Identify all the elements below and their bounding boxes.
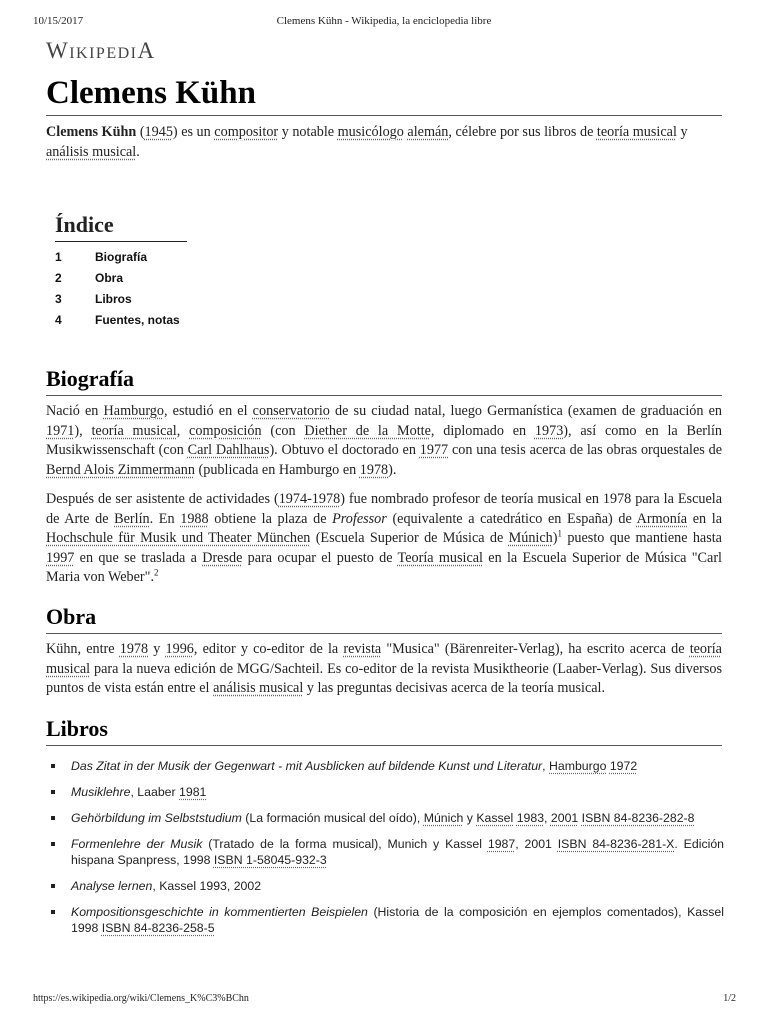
- link-hochschule-muenchen[interactable]: Hochschule für Musik und Theater München: [46, 530, 311, 546]
- text: ).: [388, 461, 397, 478]
- intro-paragraph: [46, 123, 722, 162]
- bullet-icon: [51, 884, 55, 888]
- text: (Escuela Superior de Música de: [310, 530, 509, 546]
- toc-label[interactable]: Obra: [95, 271, 124, 285]
- list-item: [46, 810, 724, 826]
- link-1983[interactable]: 1983: [516, 811, 545, 825]
- link-bernd-alois-zimmermann[interactable]: Bernd Alois Zimmermann: [46, 461, 195, 478]
- reference-2[interactable]: 2: [154, 567, 159, 578]
- heading-libros: Libros: [46, 716, 722, 746]
- link-isbn[interactable]: ISBN 84-8236-258-5: [101, 921, 215, 935]
- list-item: [46, 878, 724, 894]
- bullet-icon: [51, 790, 55, 794]
- text: ): [552, 530, 558, 546]
- bullet-icon: [51, 816, 55, 820]
- link-1974-1978[interactable]: 1974-1978: [278, 491, 341, 507]
- text: Después de ser asistente de actividades (: [46, 491, 279, 507]
- link-isbn[interactable]: ISBN 84-8236-281-X: [557, 837, 675, 851]
- text: Nació en: [46, 403, 104, 419]
- book-title: Formenlehre der Musik: [71, 837, 203, 851]
- link-dresde[interactable]: Dresde: [202, 549, 243, 566]
- text: y las preguntas decisivas acerca de la teoría musical.: [303, 680, 606, 696]
- list-item: [46, 784, 724, 800]
- link-hamburgo[interactable]: Hamburgo: [103, 403, 164, 419]
- bullet-icon: [51, 842, 55, 846]
- text: .: [136, 143, 140, 160]
- toc-label[interactable]: Libros: [95, 292, 132, 306]
- text: (Historia de la composición en ejemplos comentados), Kassel 1998: [71, 905, 724, 935]
- heading-biografia: Biografía: [46, 366, 722, 396]
- text: (: [136, 124, 145, 140]
- text: (equivalente a catedrático en España) de: [386, 510, 637, 527]
- text: , estudió en el: [163, 403, 253, 419]
- link-berlin[interactable]: Berlín: [114, 510, 150, 527]
- text: (Tratado de la forma musical), Munich y Kassel: [202, 837, 488, 851]
- text: , célebre por sus libros de: [448, 124, 597, 140]
- link-isbn[interactable]: ISBN 84-8236-282-8: [581, 811, 695, 825]
- text: , diplomado en: [430, 422, 535, 439]
- link-compositor[interactable]: compositor: [214, 124, 279, 140]
- link-1972[interactable]: 1972: [609, 759, 638, 773]
- link-analisis-musical[interactable]: análisis musical: [46, 143, 137, 160]
- link-2001[interactable]: 2001: [550, 811, 579, 825]
- text: puesto que mantiene hasta: [561, 530, 722, 546]
- text: "Musica" (Bärenreiter-Verlag), ha escrito acerca de: [381, 641, 690, 657]
- link-1971[interactable]: 1971: [46, 422, 75, 439]
- text: para ocupar el puesto de: [242, 549, 398, 566]
- biografia-paragraph-2: [46, 490, 722, 588]
- text: y: [148, 641, 166, 657]
- page-title: Clemens Kühn: [46, 75, 722, 116]
- text: ), así como en la Berlín Musikwissenschaft (con: [46, 422, 722, 458]
- link-teoria-musical[interactable]: teoría musical: [596, 124, 677, 140]
- link-1978[interactable]: 1978: [119, 641, 149, 657]
- text: . En: [149, 510, 181, 527]
- book-title: Das Zitat in der Musik der Gegenwart - mit Ausblicken auf bildende Kunst und Literatur: [71, 759, 543, 773]
- toc-item-fuentes[interactable]: [55, 313, 255, 334]
- toc-number: 4: [55, 313, 62, 327]
- text: y: [463, 811, 477, 825]
- professor-term: Professor: [332, 510, 387, 527]
- link-1987[interactable]: 1987: [487, 837, 516, 851]
- reference-1[interactable]: 1: [557, 528, 562, 539]
- link-1988[interactable]: 1988: [180, 510, 209, 527]
- toc-item-biografia[interactable]: [55, 250, 255, 271]
- text: (con: [261, 422, 305, 439]
- link-aleman[interactable]: alemán: [407, 124, 449, 140]
- toc-label[interactable]: Biografía: [95, 250, 148, 264]
- toc-item-obra[interactable]: [55, 271, 255, 292]
- link-munich[interactable]: Múnich: [508, 530, 553, 546]
- text: en la Escuela Superior de Música "Carl Maria von Weber".: [46, 549, 722, 585]
- text: para la nueva edición de MGG/Sachteil. Es co-editor de la revista Musiktheorie (Laaber-Verlag). Sus diversos puntos de vista están entre el: [46, 660, 722, 696]
- link-isbn[interactable]: ISBN 1-58045-932-3: [213, 853, 327, 867]
- wikipedia-logo[interactable]: [46, 38, 156, 64]
- text: , Kassel 1993, 2002: [152, 879, 262, 893]
- text: y: [676, 124, 688, 140]
- book-title: Musiklehre: [71, 785, 131, 799]
- text: de su ciudad natal, luego Germanística (examen de graduación en: [329, 403, 722, 419]
- logo-a: A: [137, 38, 156, 63]
- text: , 2001: [515, 837, 558, 851]
- book-title: Analyse lernen: [71, 879, 153, 893]
- text: ) fue nombrado profesor de teoría musical en 1978 para la Escuela de Arte de: [46, 491, 722, 527]
- toc-label[interactable]: Fuentes, notas: [95, 313, 180, 327]
- link-analisis-musical[interactable]: análisis musical: [213, 680, 304, 696]
- text: , Laaber: [130, 785, 180, 799]
- text: en la: [687, 510, 722, 527]
- print-url: https://es.wikipedia.org/wiki/Clemens_K%C3%BChn: [33, 993, 249, 1004]
- bullet-icon: [51, 764, 55, 768]
- table-of-contents: [55, 250, 255, 334]
- bullet-icon: [51, 910, 55, 914]
- logo-w: W: [46, 38, 70, 63]
- text: con una tesis acerca de las obras orquestales de: [448, 442, 722, 458]
- text: (La formación musical del oído),: [241, 811, 424, 825]
- link-1945[interactable]: 1945: [144, 124, 173, 140]
- toc-number: 2: [55, 271, 62, 285]
- list-item: [46, 836, 724, 868]
- link-musicologo[interactable]: musicólogo: [337, 124, 404, 140]
- biografia-paragraph-1: [46, 402, 722, 480]
- link-composicion[interactable]: composición: [189, 422, 262, 439]
- obra-paragraph: [46, 640, 722, 699]
- text: ,: [542, 759, 549, 773]
- toc-item-libros[interactable]: [55, 292, 255, 313]
- print-date: 10/15/2017: [33, 15, 84, 27]
- link-1977[interactable]: 1977: [419, 442, 449, 458]
- text: ). Obtuvo el doctorado en: [269, 442, 420, 458]
- link-armonia[interactable]: Armonía: [636, 510, 688, 527]
- link-hamburgo[interactable]: Hamburgo: [549, 759, 607, 773]
- list-item: [46, 904, 724, 936]
- link-carl-dahlhaus[interactable]: Carl Dahlhaus: [187, 442, 270, 458]
- toc-number: 3: [55, 292, 62, 306]
- text: . Edición hispana Spanpress, 1998: [71, 837, 725, 867]
- text: ,: [544, 811, 551, 825]
- book-list: [46, 758, 724, 946]
- print-page-number: 1/2: [723, 993, 736, 1004]
- link-teoria-musical[interactable]: teoría musical: [91, 422, 177, 439]
- link-diether-de-la-motte[interactable]: Diether de la Motte: [304, 422, 431, 439]
- link-conservatorio[interactable]: conservatorio: [252, 403, 330, 419]
- text: Kühn, entre: [46, 641, 120, 657]
- heading-obra: Obra: [46, 604, 722, 634]
- text: obtiene la plaza de: [208, 510, 333, 527]
- toc-title: Índice: [55, 212, 187, 242]
- text: (publicada en Hamburgo en: [194, 461, 360, 478]
- print-header: [0, 15, 768, 29]
- print-footer: [0, 993, 768, 1007]
- link-1981[interactable]: 1981: [179, 785, 207, 799]
- toc-number: 1: [55, 250, 62, 264]
- link-1996[interactable]: 1996: [165, 641, 194, 657]
- link-teoria-musical[interactable]: Teoría musical: [397, 549, 483, 566]
- link-teoria-musical[interactable]: teoría musical: [46, 641, 722, 677]
- link-munich[interactable]: Múnich: [423, 811, 464, 825]
- text: ),: [74, 422, 92, 439]
- book-title: Kompositionsgeschichte in kommentierten Beispielen: [71, 905, 368, 919]
- link-1997[interactable]: 1997: [46, 549, 75, 566]
- text: y notable: [278, 124, 338, 140]
- link-1978[interactable]: 1978: [359, 461, 389, 478]
- link-kassel[interactable]: Kassel: [476, 811, 514, 825]
- list-item: [46, 758, 724, 774]
- text: ) es un: [172, 124, 215, 140]
- text: ,: [176, 422, 190, 439]
- intro-name: Clemens Kühn: [46, 124, 137, 140]
- text: , editor y co-editor de la: [193, 641, 344, 657]
- text: en que se traslada a: [74, 549, 203, 566]
- logo-middle: IKIPEDI: [69, 45, 138, 62]
- print-doc-title: Clemens Kühn - Wikipedia, la enciclopedia libre: [276, 15, 492, 27]
- link-1973[interactable]: 1973: [534, 422, 564, 439]
- link-revista[interactable]: revista: [343, 641, 382, 657]
- book-title: Gehörbildung im Selbststudium: [71, 811, 242, 825]
